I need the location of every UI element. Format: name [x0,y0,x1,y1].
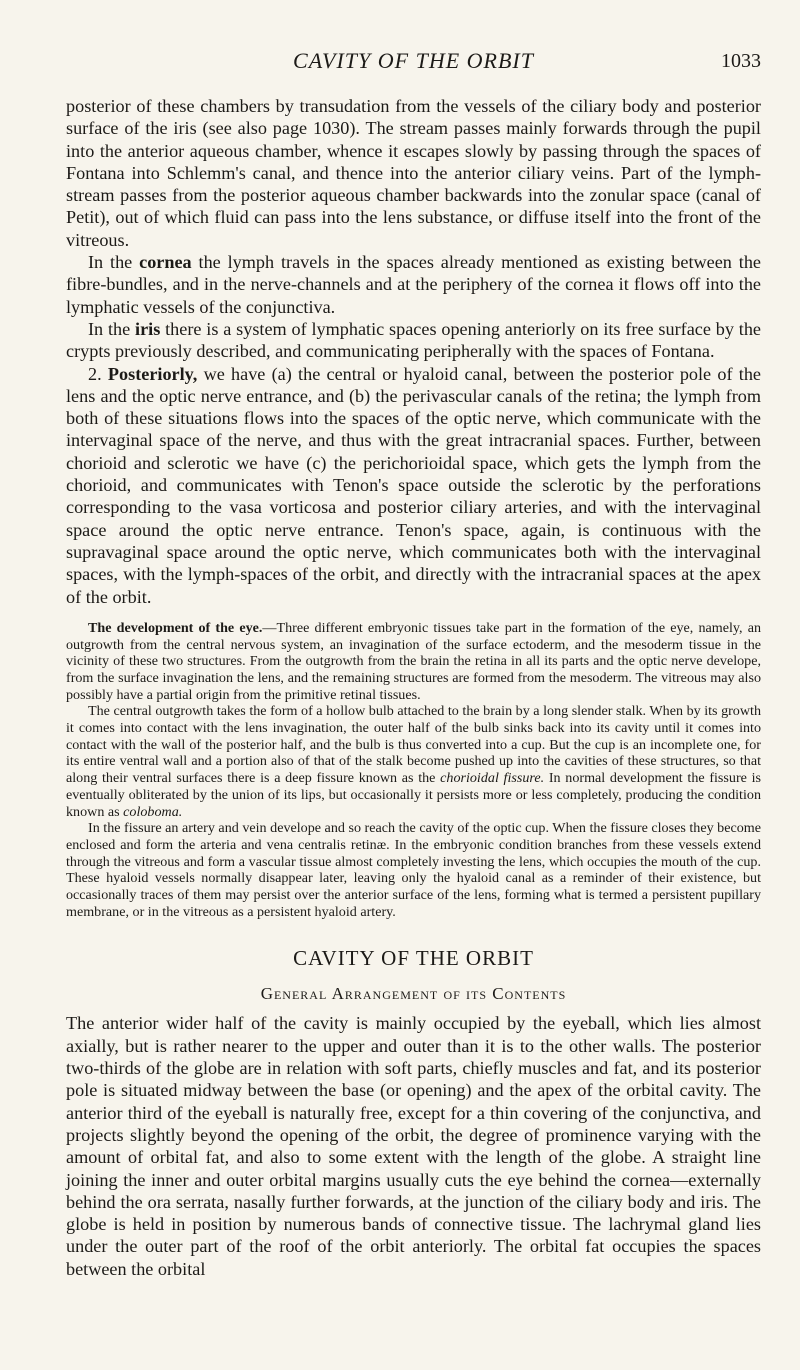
running-header [66,0,761,95]
text-fragment: In normal development the fissure is eventually obliterated by the union of its lips, but occasionally it persists more or less completely, producing the condition known as [66,770,761,820]
paragraph-orbit-contents: The anterior wider half of the cavity is mainly occupied by the eyeball, which lies almost axially, but is rather nearer to the upper and outer than it is to the other walls. The posterior two-thirds of the globe are in relation with soft parts, chiefly muscles and fat, and its posterior pole is situated midway between the base (or opening) and the apex of the orbital cavity. The anterior third of the eyeball is naturally free, except for a thin covering of the conjunctiva, and projects slightly beyond the opening of the orbit, the degree of prominence varying with the amount of orbital fat, and also to some extent with the length of the globe. A straight line joining the inner and outer orbital margins usually cuts the eye behind the cornea—externally behind the ora serrata, nasally further forwards, at the junction of the ciliary body and iris. The globe is held in position by numerous bands of connective tissue. The lachrymal gland lies under the outer part of the roof of the orbit anteriorly. The orbital fat occupies the spaces between the orbital [66,1013,761,1279]
italic-term: coloboma. [123,803,183,820]
text-fragment: The central outgrowth takes the form of a hollow bulb attached to the brain by a long slender stalk. When by its growth it comes into contact with the lens invagination, the outer half of the bulb sinks back into its cavity until it comes into contact with the wall of the posterior half, and the bulb is thus converted into a cup. But the cup is an incomplete one, for its entire ventral wall and a portion also of that of the stalk become pushed up into the cavities of these structures, so that along their ventral surfaces there is a deep fissure known as the [66,703,761,787]
bold-term: iris [135,318,161,339]
paragraph-fissure-vessels: In the fissure an artery and vein develope and so reach the cavity of the optic cup. When the fissure closes they become enclosed and form the arteria and vena centralis retinæ. In the embryonic condition branches from these vessels extend through the vitreous and form a vascular tissue almost completely investing the lens, which occupies the mouth of the cup. These hyaloid vessels normally disappear later, leaving only the hyaloid canal as a reminder of their existence, but occasionally traces of them may persist over the anterior surface of the lens, forming what is termed a persistent pupillary membrane, or in the vitreous as a persistent hyaloid artery. [66,820,761,920]
orbit-section [66,1012,761,1280]
bold-term: cornea [139,252,192,273]
running-title: CAVITY OF THE ORBIT [293,48,534,73]
text-fragment: we have (a) the central or hyaloid canal, between the posterior pole of the lens and the optic nerve entrance, and (b) the perivascular canals of the retina; the lymph from both of these situations flows into the spaces of the optic nerve, which communicate with the intervaginal space of the nerve, and thus with the great intracranial spaces. Further, between chorioid and sclerotic we have (c) the perichorioidal space, which gets the lymph from the chorioid, and communicates with Tenon's space outside the sclerotic by the perforations corresponding to the vasa vorticosa and posterior ciliary arteries, and with the intervaginal space around the optic nerve entrance. Tenon's space, again, is continuous with the supravaginal space around the optic nerve, which communicates both with the intervaginal spaces, with the lymph-spaces of the orbit, and directly with the intracranial spaces at the apex of the orbit. [66,363,762,607]
section-title: CAVITY OF THE ORBIT [293,946,534,971]
text-fragment: In the [88,252,140,273]
bold-lead: Posteriorly, [107,363,198,384]
bold-lead: The development of the eye. [88,619,263,636]
text-fragment: the lymph travels in the spaces already mentioned as existing between the fibre-bundles, and in the nerve-channels and at the periphery of the cornea it flows off into the lymphatic vessels of the conjunctiva. [66,252,761,317]
paragraph-central-outgrowth [66,703,761,820]
italic-term: chorioidal fissure. [440,770,545,787]
development-section [66,620,761,921]
paragraph-iris [66,318,761,363]
page-number: 1033 [721,50,761,72]
lymph-section [66,95,761,608]
paragraph-posteriorly [66,363,761,608]
text-fragment: —Three different embryonic tissues take part in the formation of the eye, namely, an outgrowth from the central nervous system, an invagination of the surface ectoderm, and the mesoderm tissue in the vicinity of these two structures. From the outgrowth from the brain the retina in all its parts and the optic nerve develope, from the surface invagination the lens, and the remaining structures are formed from the mesoderm. The vitreous may also possibly have a partial origin from the primitive retinal tissues. [66,619,761,703]
section-subtitle: General Arrangement of its Contents [260,984,567,1004]
text-fragment: In the [88,318,136,339]
paragraph-aqueous-flow: posterior of these chambers by transudation from the vessels of the ciliary body and posterior surface of the iris (see also page 1030). The stream passes mainly forwards through the pupil into the anterior aqueous chamber, whence it escapes slowly by passing through the spaces of Fontana into Schlemm's canal, and thence into the anterior ciliary veins. Part of the lymph-stream passes from the posterior aqueous chamber backwards into the zonular space (canal of Petit), out of which fluid can pass into the lens substance, or diffuse itself into the front of the vitreous. [66,96,761,250]
paragraph-development [66,620,761,704]
paragraph-cornea [66,251,761,318]
item-number: 2. [88,363,108,384]
text-fragment: there is a system of lymphatic spaces opening anteriorly on its free surface by the crypts previously described, and communicating peripherally with the spaces of Fontana. [66,318,761,362]
